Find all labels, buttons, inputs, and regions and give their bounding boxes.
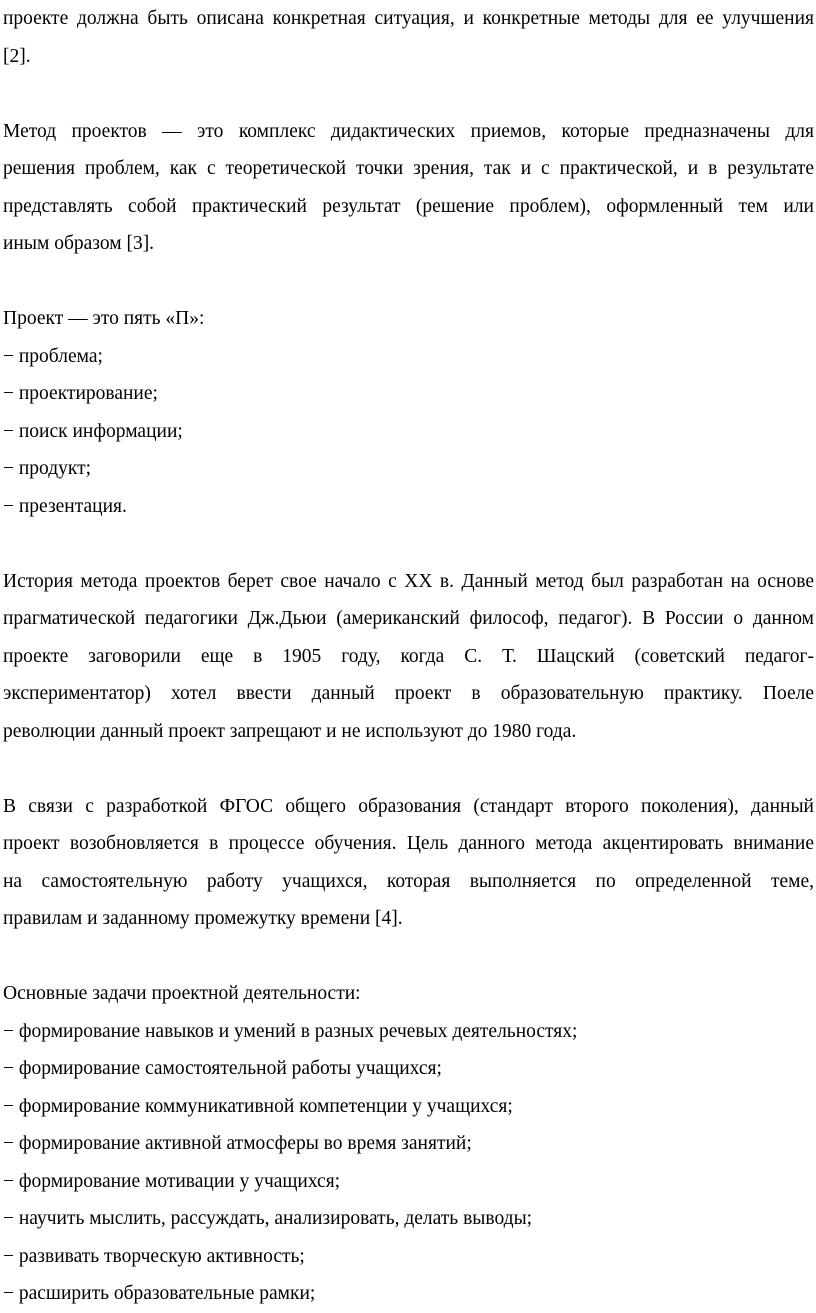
section-heading: Основные задачи проектной деятельности:	[3, 983, 361, 1004]
text-line: [2].	[3, 45, 31, 67]
list-item: − продукт;	[3, 458, 92, 479]
paragraph-history	[3, 563, 814, 751]
text-line: правилам и заданному промежутку времени [4].	[3, 908, 403, 929]
paragraph-spacer	[3, 750, 814, 788]
tasks-section	[3, 975, 814, 1313]
paragraph-spacer	[3, 525, 814, 563]
text-line: прагматической педагогики Дж.Дьюи (американский философ, педагог). В России о данном	[3, 608, 814, 629]
text-line: В связи с разработкой ФГОС общего образования (стандарт второго поколения), данный	[3, 795, 814, 817]
list-item: − формирование коммуникативной компетенции у учащихся;	[3, 1095, 513, 1117]
section-heading: Проект — это пять «П»:	[3, 308, 205, 329]
text-line: представлять собой практический результат (решение проблем), оформленный тем или	[3, 195, 814, 217]
list-item: − формирование навыков и умений в разных речевых деятельностях;	[3, 1020, 578, 1042]
list-item: − научить мыслить, рассуждать, анализировать, делать выводы;	[3, 1208, 533, 1229]
paragraph-fgos	[3, 788, 814, 938]
paragraph-spacer	[3, 263, 814, 301]
text-line: Метод проектов — это комплекс дидактических приемов, которые предназначены для	[3, 120, 814, 142]
text-line: решения проблем, как с теоретической точки зрения, так и с практической, и в результате	[3, 158, 814, 179]
text-line: проекте должна быть описана конкретная ситуация, и конкретные методы для ее улучшения	[3, 8, 814, 29]
list-item: − формирование активной атмосферы во время занятий;	[3, 1133, 472, 1154]
text-line: История метода проектов берет свое начало с XX в. Данный метод был разработан на основе	[3, 570, 814, 592]
text-line: экспериментатор) хотел ввести данный проект в образовательную практику. Поеле	[3, 683, 814, 704]
paragraph-spacer	[3, 75, 814, 113]
list-item: − формирование самостоятельной работы учащихся;	[3, 1058, 442, 1079]
list-item: − развивать творческую активность;	[3, 1245, 305, 1267]
list-item: − проектирование;	[3, 383, 158, 404]
list-item: − презентация.	[3, 495, 127, 517]
text-line: на самостоятельную работу учащихся, которая выполняется по определенной теме,	[3, 870, 814, 892]
text-line: иным образом [3].	[3, 233, 155, 254]
paragraph-method	[3, 113, 814, 263]
list-item: − поиск информации;	[3, 420, 183, 442]
list-item: − формирование мотивации у учащихся;	[3, 1170, 341, 1192]
list-item: − расширить образовательные рамки;	[3, 1283, 316, 1304]
list-item: − проблема;	[3, 345, 103, 367]
paragraph-intro	[3, 0, 814, 75]
text-line: революции данный проект запрещают и не используют до 1980 года.	[3, 720, 577, 742]
text-line: проект возобновляется в процессе обучения. Цель данного метода акцентировать внимание	[3, 833, 814, 854]
paragraph-spacer	[3, 938, 814, 976]
five-p-section	[3, 300, 814, 525]
text-line: проекте заговорили еще в 1905 году, когда С. Т. Шацский (советский педагог-	[3, 645, 814, 667]
